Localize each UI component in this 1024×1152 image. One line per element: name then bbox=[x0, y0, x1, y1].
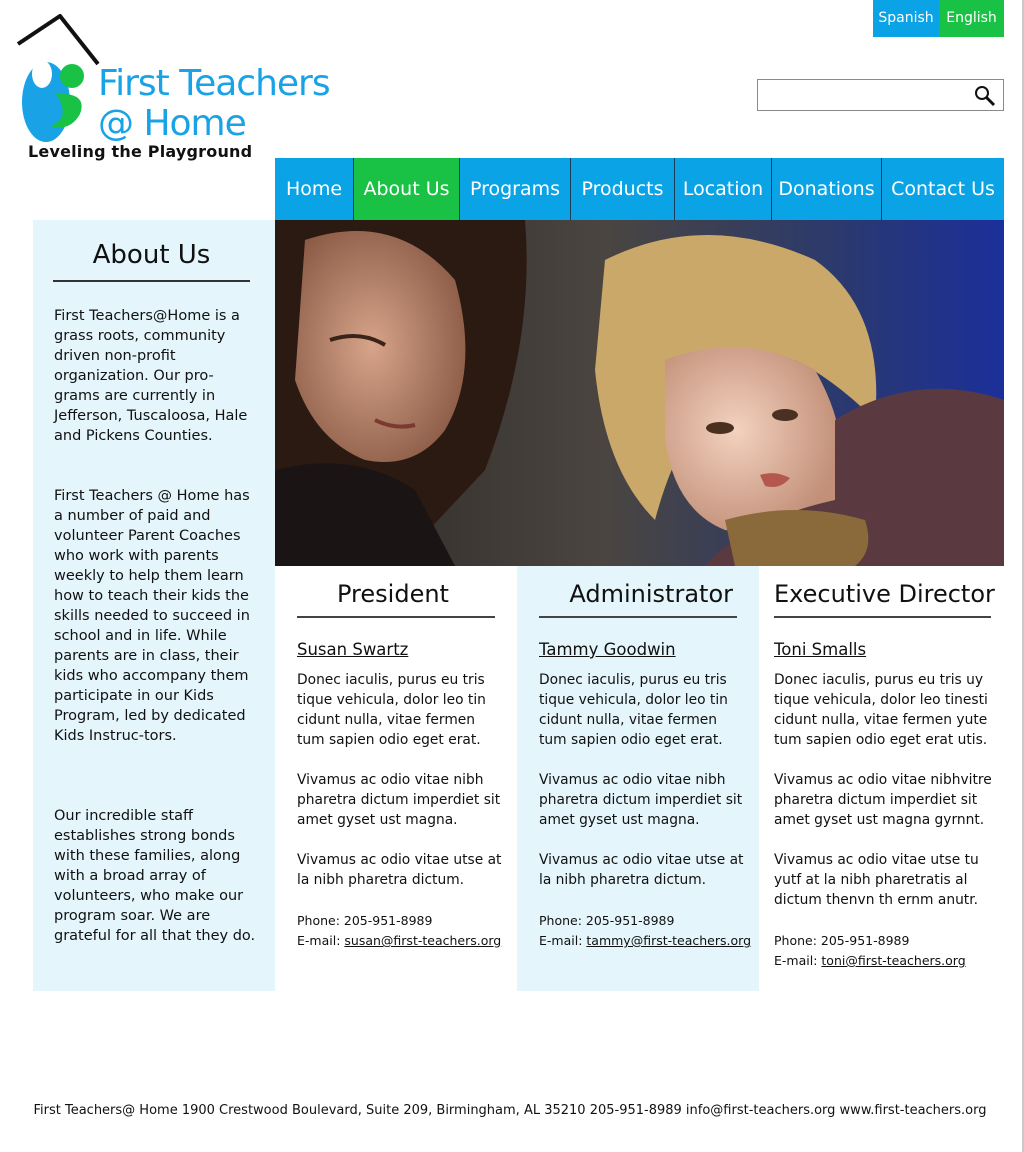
search-input[interactable] bbox=[762, 84, 962, 106]
staff-phone: Phone: 205-951-8989 bbox=[539, 913, 675, 928]
staff-bio: Vivamus ac odio vitae utse tu yutf at la nibh pharetratis al dictum thenvn th ernm anutr. bbox=[774, 852, 979, 908]
staff-bio: Donec iaculis, purus eu tris uy tique vehicula, dolor leo tinesti cidunt nulla, vitae fermen yute tum sapien odio eget erat utis. bbox=[774, 672, 988, 748]
nav-location[interactable]: Location bbox=[675, 158, 772, 220]
nav-contact-us[interactable]: Contact Us bbox=[891, 178, 995, 200]
staff-name-link[interactable]: Toni Smalls bbox=[774, 640, 867, 659]
staff-bio: Donec iaculis, purus eu tris tique vehicula, dolor leo tin cidunt nulla, vitae fermen tum sapien odio eget erat. bbox=[539, 672, 728, 748]
staff-column-administrator bbox=[517, 566, 759, 991]
main-nav bbox=[275, 158, 1004, 220]
staff-contact bbox=[539, 911, 751, 951]
site-logo[interactable] bbox=[16, 14, 356, 164]
sidebar-title: About Us bbox=[53, 240, 250, 282]
about-paragraph: Our incredible staff establishes strong bonds with these families, along with a broad array of volunteers, who make our program soar. We are grateful for all that they do. bbox=[54, 808, 256, 944]
house-family-logo-icon bbox=[16, 14, 106, 144]
staff-bio: Vivamus ac odio vitae nibhvitre pharetra dictum imperdiet sit amet gyset ust magna gyrnnt. bbox=[774, 772, 992, 828]
search-icon[interactable] bbox=[973, 84, 997, 108]
staff-role-title: President bbox=[297, 580, 495, 618]
logo-title: First Teachers @ Home bbox=[98, 63, 330, 144]
staff-email-link[interactable]: toni@first-teachers.org bbox=[821, 953, 966, 968]
language-english-button[interactable]: English bbox=[939, 0, 1004, 37]
nav-programs[interactable]: Programs bbox=[460, 158, 571, 220]
mother-and-child-photo bbox=[275, 220, 1004, 566]
staff-bio: Vivamus ac odio vitae nibh pharetra dictum imperdiet sit amet gyset ust magna. bbox=[297, 772, 501, 828]
nav-about-us[interactable]: About Us bbox=[354, 158, 460, 220]
staff-email-link[interactable]: susan@first-teachers.org bbox=[344, 933, 502, 948]
staff-column-executive-director bbox=[759, 566, 1004, 991]
nav-home[interactable]: Home bbox=[275, 158, 354, 220]
email-label: E-mail: bbox=[774, 953, 822, 968]
about-paragraph: First Teachers@Home is a grass roots, community driven non-profit organization. Our pro-grams are currently in Jefferson, Tuscaloosa, Hale and Pickens Counties. bbox=[54, 308, 248, 444]
search-box[interactable] bbox=[757, 79, 1004, 111]
staff-bio: Donec iaculis, purus eu tris tique vehicula, dolor leo tin cidunt nulla, vitae fermen tum sapien odio eget erat. bbox=[297, 672, 486, 748]
staff-column-president bbox=[275, 566, 517, 991]
staff-contact bbox=[297, 911, 501, 951]
staff-name-link[interactable]: Tammy Goodwin bbox=[539, 640, 676, 659]
logo-tagline: Leveling the Playground bbox=[28, 142, 253, 161]
staff-bio: Vivamus ac odio vitae nibh pharetra dictum imperdiet sit amet gyset ust magna. bbox=[539, 772, 743, 828]
staff-contact bbox=[774, 931, 966, 971]
nav-donations[interactable]: Donations bbox=[772, 158, 882, 220]
staff-phone: Phone: 205-951-8989 bbox=[774, 933, 910, 948]
about-sidebar bbox=[33, 220, 275, 991]
staff-role-title: Administrator bbox=[539, 580, 737, 618]
staff-bio: Vivamus ac odio vitae utse at la nibh pharetra dictum. bbox=[539, 852, 744, 888]
staff-bio: Vivamus ac odio vitae utse at la nibh pharetra dictum. bbox=[297, 852, 502, 888]
nav-products[interactable]: Products bbox=[571, 158, 675, 220]
email-label: E-mail: bbox=[539, 933, 587, 948]
language-spanish-button[interactable]: Spanish bbox=[873, 0, 939, 37]
about-paragraph: First Teachers @ Home has a number of paid and volunteer Parent Coaches who work with parents weekly to help them learn how to teach their kids the skills needed to succeed in school and in life. While parents are in class, their kids who accompany them participate in our Kids Program, led by dedicated Kids Instruc-tors. bbox=[54, 488, 250, 744]
email-label: E-mail: bbox=[297, 933, 345, 948]
footer-contact-line: First Teachers@ Home 1900 Crestwood Boulevard, Suite 209, Birmingham, AL 35210 205-951-8989 info@first-teachers.org www.first-teachers.org bbox=[33, 1103, 987, 1118]
staff-email-link[interactable]: tammy@first-teachers.org bbox=[586, 933, 752, 948]
staff-name-link[interactable]: Susan Swartz bbox=[297, 640, 409, 659]
staff-phone: Phone: 205-951-8989 bbox=[297, 913, 433, 928]
staff-role-title: Executive Director bbox=[774, 580, 991, 618]
hero-photo bbox=[275, 220, 1004, 566]
